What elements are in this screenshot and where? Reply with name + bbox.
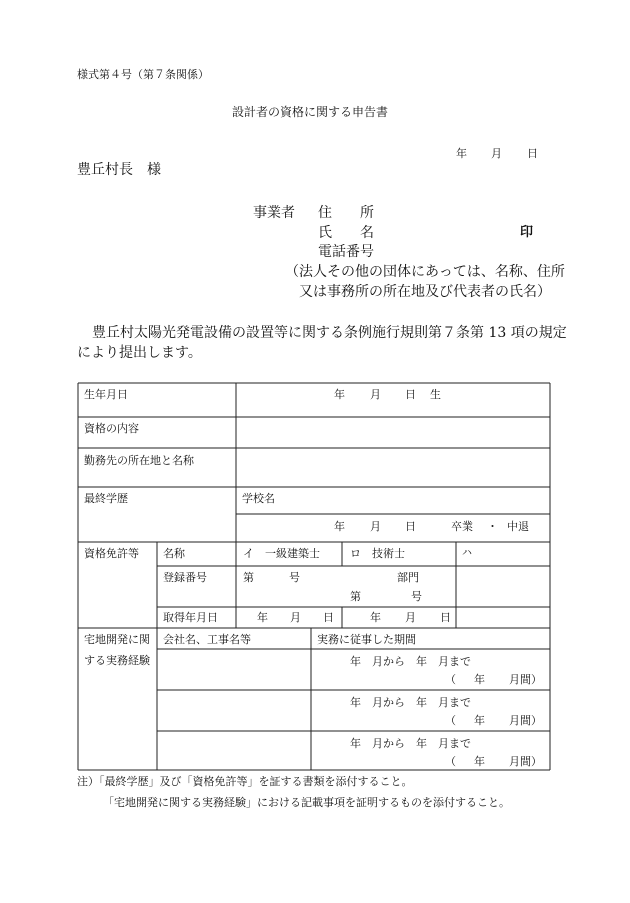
note-line1: 注）「最終学歴」及び「資格免許等」を証する書類を添付すること。 — [77, 775, 413, 788]
period-row-2: 年 月から 年 月まで — [350, 696, 471, 709]
company-name-label: 会社名、工事名等 — [163, 633, 251, 646]
body-line1: 豊丘村太陽光発電設備の設置等に関する条例施行規則第７条第 13 項の規定 — [92, 325, 567, 341]
registration-dai: 第 — [243, 571, 254, 584]
note-line2: 「宅地開発に関する実務経験」における記載事項を証明するものを添付すること。 — [103, 796, 510, 809]
phone-label: 電話番号 — [318, 244, 374, 260]
education-month: 月 — [370, 520, 381, 533]
corporate-note-line2: 又は事務所の所在地及び代表者の氏名） — [299, 284, 551, 300]
name-label: 氏 名 — [318, 225, 374, 241]
address-label: 住 所 — [318, 205, 374, 221]
acquisition-month-2: 月 — [405, 611, 416, 624]
registration-number-label: 登録番号 — [163, 571, 207, 584]
birth-month: 月 — [370, 388, 381, 401]
period-paren-2: （ — [445, 714, 456, 727]
license-name-label: 名称 — [163, 547, 185, 560]
birth-suffix: 生 — [430, 388, 441, 401]
period-years-2: 年 — [474, 714, 485, 727]
acquisition-year: 年 — [257, 611, 268, 624]
experience-label-line1: 宅地開発に関 — [84, 633, 150, 646]
education-year: 年 — [334, 520, 345, 533]
date-day-label: 日 — [527, 147, 538, 160]
birth-year: 年 — [334, 388, 345, 401]
form-number: 様式第４号（第７条関係） — [77, 68, 209, 81]
period-years-3: 年 — [474, 755, 485, 768]
period-paren-1: （ — [445, 673, 456, 686]
period-months-1: 月間） — [509, 673, 542, 686]
body-line2: により提出します。 — [77, 345, 202, 361]
license-option-engineer: ロ 技術士 — [350, 547, 405, 560]
acquisition-year-2: 年 — [370, 611, 381, 624]
birth-day: 日 — [405, 388, 416, 401]
period-label: 実務に従事した期間 — [317, 633, 416, 646]
license-option-architect: イ 一級建築士 — [243, 547, 320, 560]
license-option-other: ハ — [462, 548, 472, 559]
experience-label-line2: する実務経験 — [84, 654, 150, 667]
period-months-2: 月間） — [509, 714, 542, 727]
seal-mark: 印 — [520, 225, 534, 240]
education-graduated: 卒業 — [451, 520, 473, 533]
period-row-3: 年 月から 年 月まで — [350, 737, 471, 750]
date-month-label: 月 — [491, 147, 502, 160]
applicant-label: 事業者 — [253, 205, 295, 221]
addressee: 豊丘村長 様 — [77, 162, 161, 178]
period-months-3: 月間） — [509, 755, 542, 768]
education-day: 日 — [405, 520, 416, 533]
period-years-1: 年 — [474, 673, 485, 686]
registration-dai-2: 第 — [350, 590, 361, 603]
acquisition-day: 日 — [323, 611, 334, 624]
education-separator: ・ — [487, 520, 498, 533]
education-dropout: 中退 — [507, 520, 529, 533]
education-label: 最終学歴 — [84, 492, 128, 505]
school-name-label: 学校名 — [242, 492, 275, 505]
birth-date-label: 生年月日 — [84, 388, 128, 401]
acquisition-month: 月 — [290, 611, 301, 624]
registration-department: 部門 — [397, 571, 419, 584]
workplace-label: 勤務先の所在地と名称 — [84, 454, 194, 467]
date-year-label: 年 — [456, 147, 467, 160]
qualification-content-label: 資格の内容 — [84, 422, 139, 435]
acquisition-date-label: 取得年月日 — [163, 611, 218, 624]
page-title: 設計者の資格に関する申告書 — [232, 105, 389, 119]
period-row-1: 年 月から 年 月まで — [350, 655, 471, 668]
license-label: 資格免許等 — [84, 547, 139, 560]
acquisition-day-2: 日 — [440, 611, 451, 624]
registration-go: 号 — [289, 571, 300, 584]
registration-go-2: 号 — [411, 590, 422, 603]
period-paren-3: （ — [445, 755, 456, 768]
corporate-note-line1: （法人その他の団体にあっては、名称、住所 — [285, 264, 565, 280]
